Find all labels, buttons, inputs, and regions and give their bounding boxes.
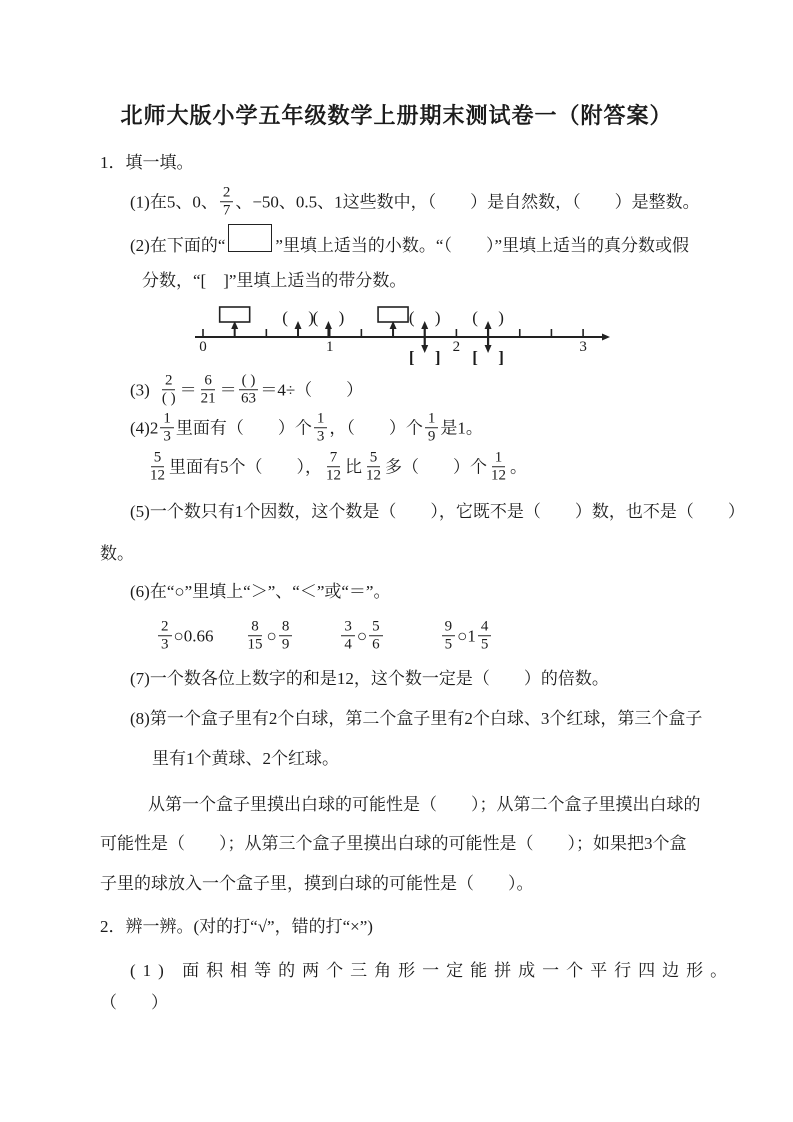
fraction-blank-paren-open: ( xyxy=(472,308,478,327)
text-run: (3) xyxy=(130,379,150,399)
text-run: 、−50、0.5、1这些数中，（ ）是自然数，（ ）是整数。 xyxy=(235,191,700,211)
text-run: （ ） xyxy=(100,992,168,1012)
fraction-numerator: 7 xyxy=(327,449,341,467)
fraction-numerator: 4 xyxy=(478,618,492,636)
fraction-denominator: 21 xyxy=(200,390,216,407)
number-line-figure xyxy=(190,293,620,378)
text-run: (7)一个数各位上数字的和是12，这个数一定是（ ）的倍数。 xyxy=(130,668,609,688)
text-run: (4)2 xyxy=(130,417,159,437)
text-run: ○1 xyxy=(457,625,476,645)
fraction-numerator: 1 xyxy=(425,410,439,428)
double-arrowhead-up xyxy=(485,321,492,329)
fill-blank-box xyxy=(228,224,272,252)
fraction-denominator: 3 xyxy=(161,636,169,653)
q1-item-6 xyxy=(130,581,390,603)
fraction-numerator: 2 xyxy=(162,372,176,390)
text-run: 里面有5个（ ）， xyxy=(169,456,322,476)
text-run: (1) 面积相等的两个三角形一定能拼成一个平行四边形。 xyxy=(130,960,735,980)
fraction-numerator: 6 xyxy=(201,372,215,390)
q1-item-2-line-1 xyxy=(130,224,689,268)
fraction-numerator: 5 xyxy=(369,618,383,636)
fraction-numerator: 5 xyxy=(367,449,381,467)
decimal-fill-box xyxy=(220,307,250,322)
q2-item-1 xyxy=(130,960,734,982)
text-run: 数。 xyxy=(100,543,134,563)
fraction-denominator: ( ) xyxy=(161,390,176,407)
text-run: ○0.66 xyxy=(173,625,214,645)
fraction-denominator: 9 xyxy=(427,428,436,445)
fraction-denominator: 3 xyxy=(163,428,171,445)
fraction-numerator: 8 xyxy=(248,618,262,636)
q1-item-5-line-2 xyxy=(100,543,134,565)
fraction xyxy=(220,184,234,220)
fraction-denominator: 12 xyxy=(491,467,506,484)
fraction-denominator: 4 xyxy=(344,636,352,653)
axis-label: 1 xyxy=(325,339,334,355)
text-run: ”里填上适当的小数。“（ ）”里填上适当的真分数或假 xyxy=(275,235,690,255)
text-run: ＝ xyxy=(219,379,237,399)
q2-item-1-answer-blank xyxy=(100,992,168,1014)
text-run: ，（ ）个 xyxy=(329,417,423,437)
fraction-blank-paren-open: ( xyxy=(282,308,288,327)
fraction xyxy=(489,449,508,485)
number-line-svg xyxy=(190,293,620,378)
fraction-denominator: 5 xyxy=(480,636,489,653)
q1-item-8-line-5 xyxy=(100,873,534,895)
fraction-denominator: 6 xyxy=(372,636,380,653)
fraction-blank-paren-close: ) xyxy=(498,308,504,327)
fraction-numerator: ( ) xyxy=(239,372,259,390)
fraction-denominator: 63 xyxy=(240,390,256,407)
text-run: ○ xyxy=(356,625,368,645)
text-run: 比 xyxy=(345,456,362,476)
mixed-number-blank-bracket-close: ] xyxy=(434,348,441,367)
fraction-blank-paren-open: ( xyxy=(312,308,319,327)
text-run: 里面有（ ）个 xyxy=(175,417,312,437)
mixed-number-blank-bracket-open: [ xyxy=(472,348,478,367)
fraction xyxy=(442,618,456,654)
text-run: (5)一个数只有1个因数，这个数是（ ），它既不是（ ）数，也不是（ ） xyxy=(130,501,745,521)
fraction-denominator: 5 xyxy=(444,636,453,653)
text-run: (1)在5、0、 xyxy=(130,191,218,211)
q1-item-1 xyxy=(130,184,700,220)
fraction xyxy=(369,618,383,654)
fraction xyxy=(314,410,328,446)
text-run: 子里的球放入一个盒子里，摸到白球的可能性是（ ）。 xyxy=(100,873,534,893)
axis-label: 3 xyxy=(579,339,587,355)
fraction xyxy=(425,410,439,446)
q1-item-4-line-2 xyxy=(146,449,527,485)
axis-arrowhead xyxy=(602,334,610,341)
q1-item-8-line-3 xyxy=(148,794,701,816)
double-arrowhead-down xyxy=(485,345,492,353)
fraction-numerator: 5 xyxy=(151,449,165,467)
marker-arrowhead xyxy=(325,321,332,329)
text-run: 。 xyxy=(510,456,527,476)
text-run: (6)在“○”里填上“＞”、“＜”或“＝”。 xyxy=(130,581,391,601)
fraction-denominator: 12 xyxy=(150,467,165,484)
question-1-heading xyxy=(100,152,194,174)
q1-item-8-line-2 xyxy=(152,748,339,770)
fraction-numerator: 1 xyxy=(492,449,506,467)
q1-item-5-line-1 xyxy=(130,501,745,523)
axis-label: 0 xyxy=(199,339,207,355)
text-run: (8)第一个盒子里有2个白球，第二个盒子里有2个白球、3个红球，第三个盒子 xyxy=(130,708,703,728)
text-run: 从第一个盒子里摸出白球的可能性是（ ）；从第二个盒子里摸出白球的 xyxy=(148,794,701,814)
fraction-denominator: 3 xyxy=(316,428,325,445)
question-2-heading xyxy=(100,916,373,938)
fraction xyxy=(160,410,174,446)
fraction-numerator: 9 xyxy=(442,618,456,636)
fraction xyxy=(364,449,383,485)
mixed-number-blank-bracket-open: [ xyxy=(408,348,415,367)
fraction xyxy=(279,618,293,654)
fraction-denominator: 9 xyxy=(281,636,290,653)
fraction-denominator: 7 xyxy=(222,202,231,219)
text-run: 可能性是（ ）；从第三个盒子里摸出白球的可能性是（ ）；如果把3个盒 xyxy=(100,833,687,853)
text-run: 里有1个黄球、2个红球。 xyxy=(152,748,339,768)
fraction xyxy=(160,372,178,408)
q1-item-8-line-4 xyxy=(100,833,687,855)
fraction-denominator: 12 xyxy=(366,467,381,484)
fraction-numerator: 8 xyxy=(279,618,293,636)
text-run: ○ xyxy=(266,625,277,645)
fraction-numerator: 1 xyxy=(314,410,328,428)
text-run: (2)在下面的“ xyxy=(130,235,226,255)
text-run: ＝ xyxy=(179,379,197,399)
text-run: 是1。 xyxy=(440,417,483,437)
fraction xyxy=(324,449,343,485)
q1-item-4-line-1 xyxy=(130,410,483,446)
q1-item-8-line-1 xyxy=(130,708,702,730)
fraction-numerator: 1 xyxy=(160,410,174,428)
fraction-denominator: 15 xyxy=(247,636,263,653)
q1-item-2-line-2 xyxy=(142,270,406,292)
decimal-fill-box xyxy=(378,307,408,322)
mixed-number-blank-bracket-close: ] xyxy=(498,348,504,367)
double-arrowhead-down xyxy=(421,345,428,353)
text-run: ＝4÷（ ） xyxy=(260,379,364,399)
fraction-denominator: 12 xyxy=(326,467,341,484)
q1-item-7 xyxy=(130,668,609,690)
fraction xyxy=(246,618,265,654)
fraction-numerator: 2 xyxy=(158,618,172,636)
fraction-blank-paren-close: ) xyxy=(308,308,314,327)
fraction xyxy=(158,618,172,654)
fraction-numerator: 3 xyxy=(341,618,355,636)
fraction-blank-paren-open: ( xyxy=(408,308,415,327)
text-run: 2．辨一辨。(对的打“√”，错的打“×”) xyxy=(100,916,373,936)
fraction xyxy=(341,618,355,654)
text-run: 分数，“[ ]”里填上适当的带分数。 xyxy=(142,270,407,290)
page-title: 北师大版小学五年级数学上册期末测试卷一（附答案） xyxy=(120,103,673,128)
fraction-blank-paren-close: ) xyxy=(338,308,345,327)
fraction-blank-paren-close: ) xyxy=(434,308,441,327)
q1-item-6-comparisons xyxy=(156,618,493,654)
text-run: 1．填一填。 xyxy=(100,152,194,172)
fraction xyxy=(148,449,167,485)
text-run: 多（ ）个 xyxy=(385,456,487,476)
double-arrowhead-up xyxy=(421,321,428,329)
marker-arrowhead xyxy=(295,321,302,329)
axis-label: 2 xyxy=(452,339,461,355)
fraction xyxy=(478,618,492,654)
fraction-numerator: 2 xyxy=(220,184,234,202)
